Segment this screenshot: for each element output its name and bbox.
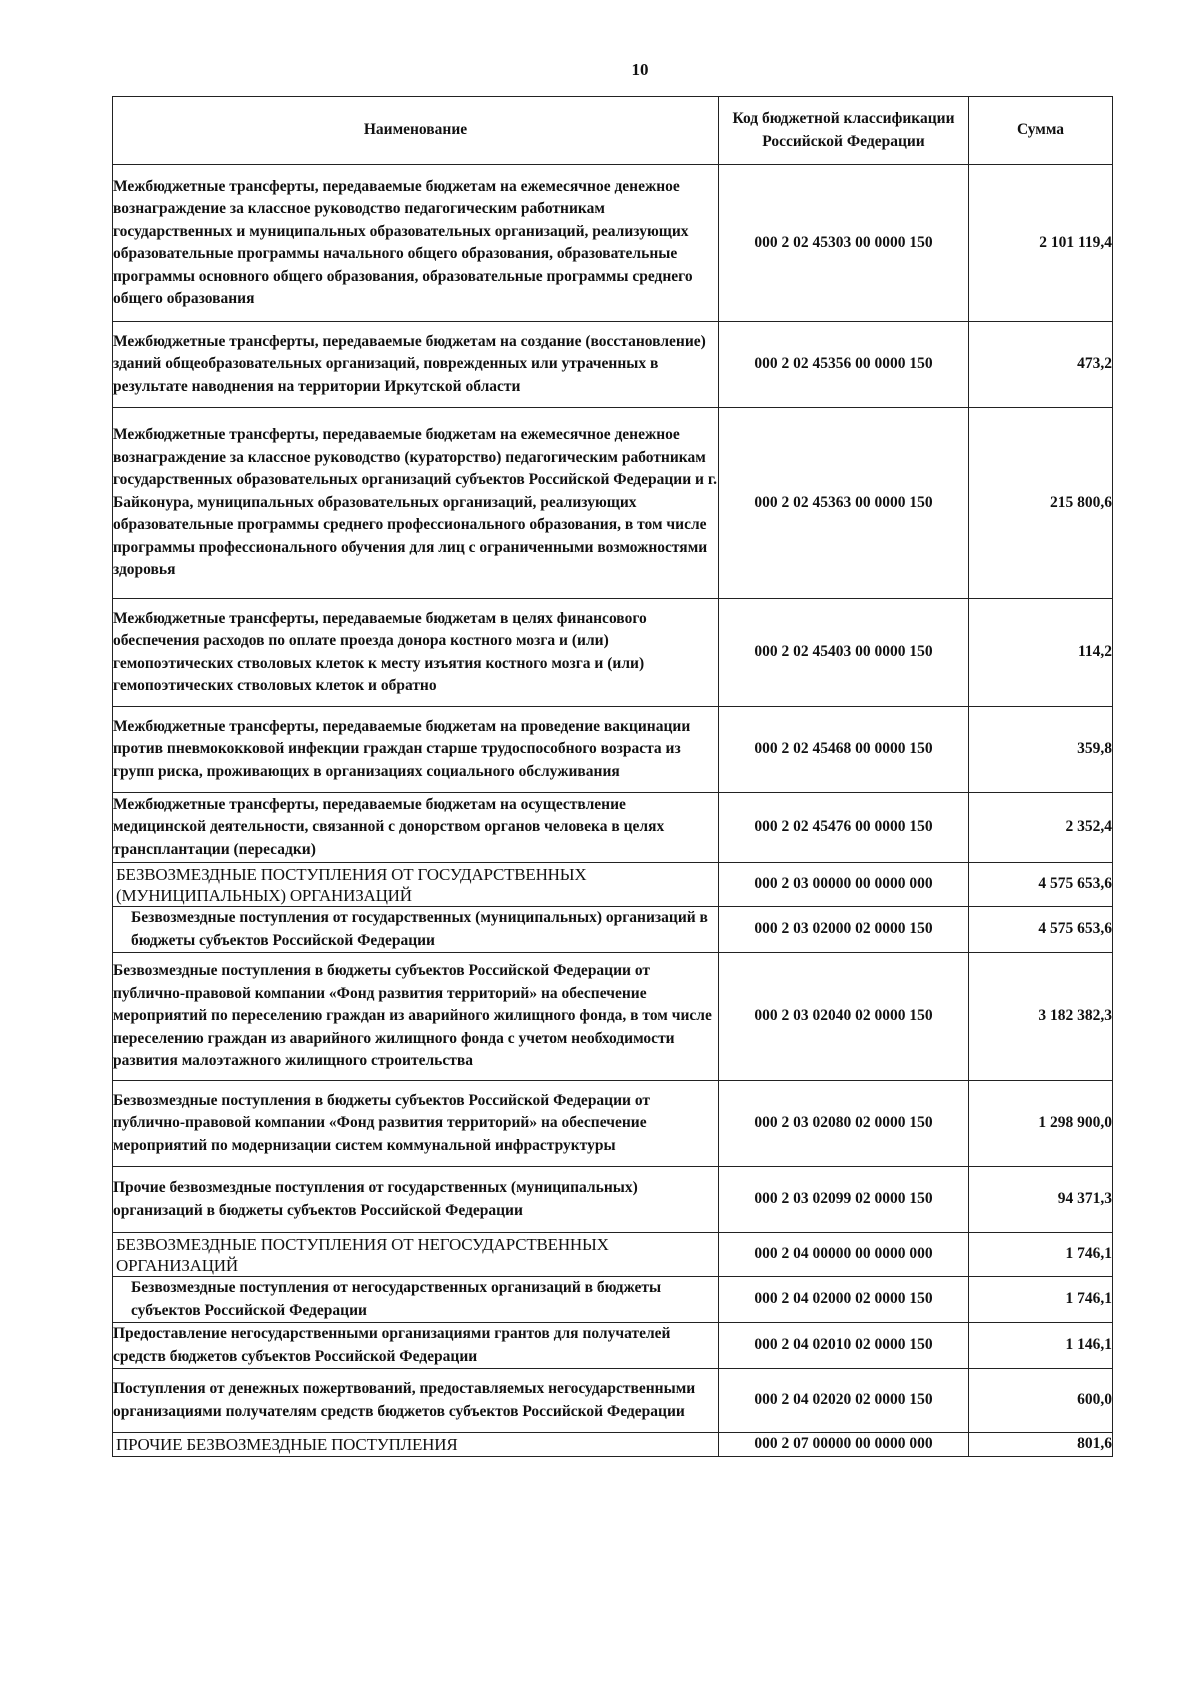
row-sum: 600,0 <box>969 1369 1113 1433</box>
row-code: 000 2 02 45363 00 0000 150 <box>719 408 969 599</box>
row-code: 000 2 03 02000 02 0000 150 <box>719 907 969 953</box>
table-row <box>113 793 1113 863</box>
table-row <box>113 1323 1113 1369</box>
table-row <box>113 907 1113 953</box>
row-code: 000 2 03 02099 02 0000 150 <box>719 1167 969 1233</box>
table-row <box>113 953 1113 1081</box>
page-number: 10 <box>631 60 649 79</box>
table-row <box>113 1233 1113 1277</box>
row-name: Безвозмездные поступления от государственных (муниципальных) организаций в бюджеты субъектов Российской Федерации <box>113 907 719 953</box>
row-sum: 473,2 <box>969 322 1113 408</box>
header-name: Наименование <box>113 97 719 165</box>
row-code: 000 2 03 02040 02 0000 150 <box>719 953 969 1081</box>
row-code: 000 2 02 45303 00 0000 150 <box>719 165 969 322</box>
row-code: 000 2 07 00000 00 0000 000 <box>719 1433 969 1457</box>
row-sum: 1 298 900,0 <box>969 1081 1113 1167</box>
row-sum: 2 352,4 <box>969 793 1113 863</box>
table-row <box>113 165 1113 322</box>
row-code: 000 2 04 02020 02 0000 150 <box>719 1369 969 1433</box>
table-row <box>113 1081 1113 1167</box>
row-name: БЕЗВОЗМЕЗДНЫЕ ПОСТУПЛЕНИЯ ОТ ГОСУДАРСТВЕННЫХ (МУНИЦИПАЛЬНЫХ) ОРГАНИЗАЦИЙ <box>113 863 719 907</box>
row-sum: 215 800,6 <box>969 408 1113 599</box>
row-code: 000 2 03 02080 02 0000 150 <box>719 1081 969 1167</box>
row-name: Безвозмездные поступления в бюджеты субъектов Российской Федерации от публично-правовой компании «Фонд развития территорий» на обеспечение мероприятий по переселению граждан из аварийного жилищного фонда, в том числе переселению граждан из аварийного жилищного фонда с учетом необходимости развития малоэтажного жилищного строительства <box>113 953 719 1081</box>
table-body <box>113 165 1113 1457</box>
table-row <box>113 599 1113 707</box>
row-sum: 4 575 653,6 <box>969 907 1113 953</box>
row-sum: 3 182 382,3 <box>969 953 1113 1081</box>
row-name: Межбюджетные трансферты, передаваемые бюджетам на ежемесячное денежное вознаграждение за классное руководство (кураторство) педагогическим работникам государственных образовательных организаций субъектов Российской Федерации и г. Байконура, муниципальных образовательных организаций, реализующих образовательные программы среднего профессионального образования, в том числе программы профессионального обучения для лиц с ограниченными возможностями здоровья <box>113 408 719 599</box>
table-row <box>113 1277 1113 1323</box>
row-sum: 1 746,1 <box>969 1277 1113 1323</box>
budget-revenue-table <box>112 96 1113 1457</box>
row-sum: 114,2 <box>969 599 1113 707</box>
row-sum: 1 746,1 <box>969 1233 1113 1277</box>
table-row <box>113 1433 1113 1457</box>
row-name: Межбюджетные трансферты, передаваемые бюджетам на осуществление медицинской деятельности, связанной с донорством органов человека в целях трансплантации (пересадки) <box>113 793 719 863</box>
row-name: Предоставление негосударственными организациями грантов для получателей средств бюджетов субъектов Российской Федерации <box>113 1323 719 1369</box>
row-sum: 359,8 <box>969 707 1113 793</box>
table-row <box>113 322 1113 408</box>
row-code: 000 2 02 45403 00 0000 150 <box>719 599 969 707</box>
row-sum: 801,6 <box>969 1433 1113 1457</box>
table-row <box>113 863 1113 907</box>
row-code: 000 2 04 02010 02 0000 150 <box>719 1323 969 1369</box>
row-name: Межбюджетные трансферты, передаваемые бюджетам на проведение вакцинации против пневмококковой инфекции граждан старше трудоспособного возраста из групп риска, проживающих в организациях социального обслуживания <box>113 707 719 793</box>
row-name: Безвозмездные поступления в бюджеты субъектов Российской Федерации от публично-правовой компании «Фонд развития территорий» на обеспечение мероприятий по модернизации систем коммунальной инфраструктуры <box>113 1081 719 1167</box>
row-sum: 1 146,1 <box>969 1323 1113 1369</box>
row-name: ПРОЧИЕ БЕЗВОЗМЕЗДНЫЕ ПОСТУПЛЕНИЯ <box>113 1433 719 1457</box>
row-sum: 2 101 119,4 <box>969 165 1113 322</box>
row-sum: 94 371,3 <box>969 1167 1113 1233</box>
row-name: БЕЗВОЗМЕЗДНЫЕ ПОСТУПЛЕНИЯ ОТ НЕГОСУДАРСТВЕННЫХ ОРГАНИЗАЦИЙ <box>113 1233 719 1277</box>
header-sum: Сумма <box>969 97 1113 165</box>
row-code: 000 2 04 02000 02 0000 150 <box>719 1277 969 1323</box>
header-code-text: Код бюджетной классификации Российской Федерации <box>732 110 955 150</box>
table-row <box>113 707 1113 793</box>
header-code <box>719 97 969 165</box>
table-row <box>113 408 1113 599</box>
row-name: Межбюджетные трансферты, передаваемые бюджетам на создание (восстановление) зданий общеобразовательных организаций, поврежденных или утраченных в результате наводнения на территории Иркутской области <box>113 322 719 408</box>
row-code: 000 2 04 00000 00 0000 000 <box>719 1233 969 1277</box>
table-header-row <box>113 97 1113 165</box>
row-code: 000 2 03 00000 00 0000 000 <box>719 863 969 907</box>
row-name: Межбюджетные трансферты, передаваемые бюджетам на ежемесячное денежное вознаграждение за классное руководство педагогическим работникам государственных и муниципальных образовательных организаций, реализующих образовательные программы начального общего образования, образовательные программы основного общего образования, образовательные программы среднего общего образования <box>113 165 719 322</box>
row-sum: 4 575 653,6 <box>969 863 1113 907</box>
table-row <box>113 1369 1113 1433</box>
row-name: Поступления от денежных пожертвований, предоставляемых негосударственными организациями получателям средств бюджетов субъектов Российской Федерации <box>113 1369 719 1433</box>
row-code: 000 2 02 45356 00 0000 150 <box>719 322 969 408</box>
row-code: 000 2 02 45468 00 0000 150 <box>719 707 969 793</box>
row-name: Межбюджетные трансферты, передаваемые бюджетам в целях финансового обеспечения расходов по оплате проезда донора костного мозга и (или) гемопоэтических стволовых клеток к месту изъятия костного мозга и (или) гемопоэтических стволовых клеток и обратно <box>113 599 719 707</box>
table-row <box>113 1167 1113 1233</box>
row-code: 000 2 02 45476 00 0000 150 <box>719 793 969 863</box>
row-name: Прочие безвозмездные поступления от государственных (муниципальных) организаций в бюджеты субъектов Российской Федерации <box>113 1167 719 1233</box>
row-name: Безвозмездные поступления от негосударственных организаций в бюджеты субъектов Российской Федерации <box>113 1277 719 1323</box>
